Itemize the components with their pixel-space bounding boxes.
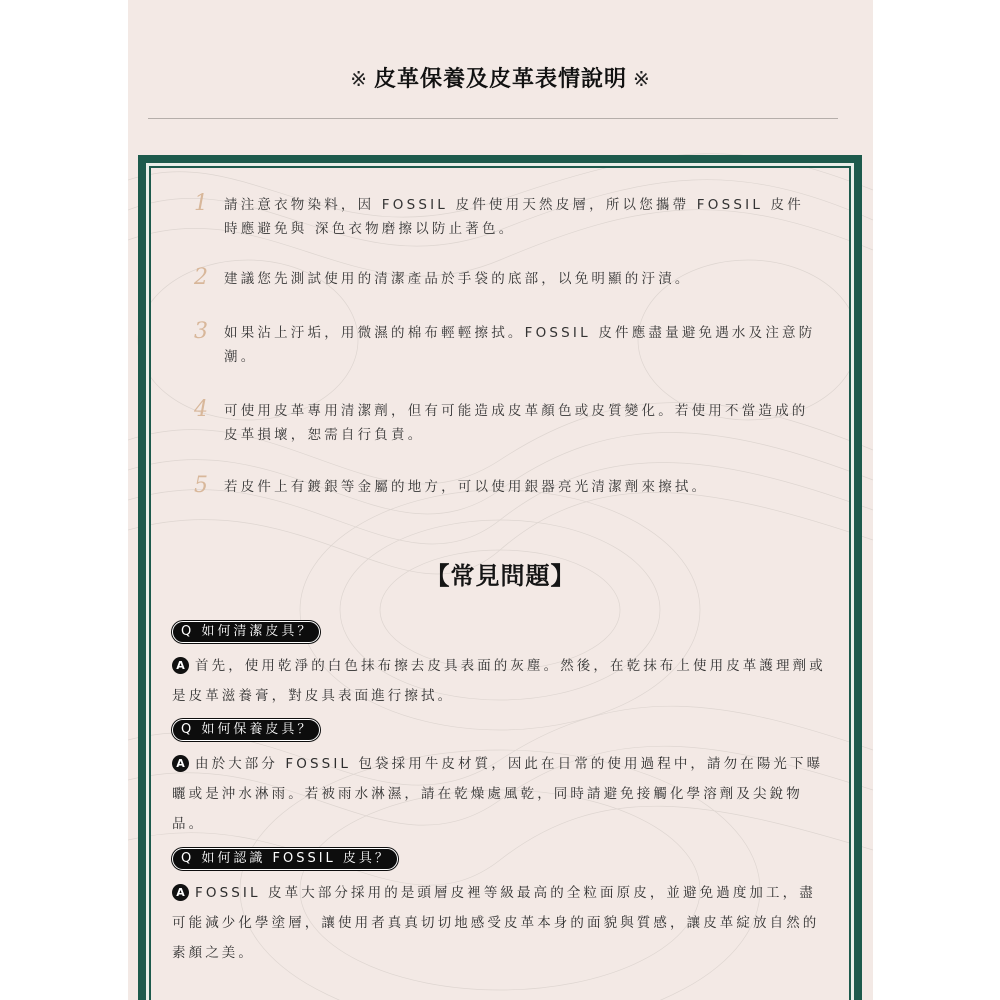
faq-heading: 【常見問題】 [425, 562, 576, 590]
faq-answer-text: 由於大部分 FOSSIL 包袋採用牛皮材質，因此在日常的使用過程中，請勿在陽光下曝曬或是沖水淋雨。若被雨水淋濕，請在乾燥處風乾，同時請避免接觸化學溶劑及尖銳物品。 [172, 756, 824, 832]
page-title-text: 皮革保養及皮革表情說明 [373, 67, 627, 92]
reference-mark-icon: ※ [350, 67, 368, 91]
care-tip-text: 若皮件上有鍍銀等金屬的地方，可以使用銀器亮光清潔劑來擦拭。 [224, 479, 709, 495]
faq-answer-text: FOSSIL 皮革大部分採用的是頭層皮裡等級最高的全粒面原皮，並避免過度加工，盡可能減少化學塗層，讓使用者真真切切地感受皮革本身的面貌與質感，讓皮革綻放自然的素顏之美。 [172, 885, 820, 961]
care-tip [180, 318, 820, 369]
answer-marker-icon: A [172, 884, 189, 901]
care-tip-text: 可使用皮革專用清潔劑，但有可能造成皮革顏色或皮質變化。若使用不當造成的皮革損壞，恕需自行負責。 [224, 403, 809, 443]
care-tip-number: 2 [194, 265, 208, 290]
answer-marker-icon: A [172, 755, 189, 772]
page-title [128, 62, 873, 93]
faq-answer-text: 首先，使用乾淨的白色抹布擦去皮具表面的灰塵。然後，在乾抹布上使用皮革護理劑或是皮革滋養膏，對皮具表面進行擦拭。 [172, 658, 826, 704]
care-tip [180, 396, 820, 447]
care-tip-text: 如果沾上汙垢，用微濕的棉布輕輕擦拭。FOSSIL 皮件應盡量避免遇水及注意防潮。 [224, 325, 816, 365]
title-divider [148, 118, 838, 119]
faq-question: Q 如何保養皮具？ [172, 719, 320, 741]
faq-question: Q 如何認識 FOSSIL 皮具？ [172, 848, 398, 870]
faq-item [172, 847, 832, 968]
care-tip-text: 請注意衣物染料，因 FOSSIL 皮件使用天然皮層，所以您攜帶 FOSSIL 皮件時應避免與 深色衣物磨擦以防止著色。 [224, 197, 804, 237]
faq-question: Q 如何清潔皮具？ [172, 621, 320, 643]
faq-answer [172, 878, 832, 968]
care-tip-number: 4 [194, 397, 208, 422]
care-tip [180, 472, 820, 500]
care-tip-text: 建議您先測試使用的清潔產品於手袋的底部，以免明顯的汙漬。 [224, 271, 692, 287]
care-tip [180, 190, 820, 241]
care-tip-number: 1 [194, 191, 208, 216]
care-tip-number: 5 [194, 473, 208, 498]
care-instructions-page [128, 0, 873, 1000]
care-tip [180, 264, 820, 292]
answer-marker-icon: A [172, 657, 189, 674]
faq-answer [172, 651, 832, 711]
faq-answer [172, 749, 832, 839]
faq-item [172, 718, 832, 839]
reference-mark-icon: ※ [633, 67, 651, 91]
care-tip-number: 3 [194, 319, 208, 344]
faq-item [172, 620, 832, 711]
